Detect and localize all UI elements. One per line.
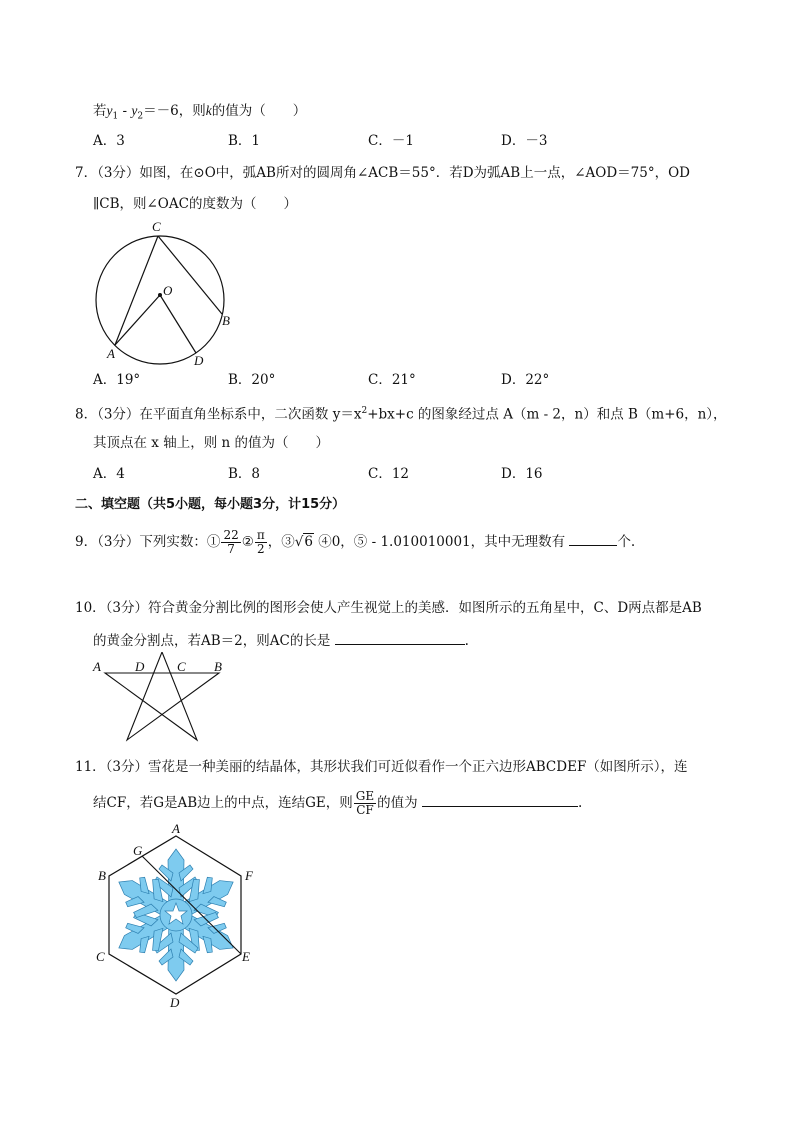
label-b: B xyxy=(214,659,222,674)
q6-option-b[interactable]: B．1 xyxy=(228,133,261,149)
label-b: B xyxy=(98,868,106,883)
q9-stem: 9．（3分）下列实数：① $\frac{22}{7}$ ② $\frac{\pi}{2}$ ，③√6 ④0，⑤ - 1.010010001，其中无理数有 个. xyxy=(75,528,636,556)
q11-stem-line2: 结CF，若G是AB边上的中点，连结GE，则 $\frac{GE}{CF}$ 的值为 . xyxy=(93,789,583,817)
q7-circle-figure xyxy=(85,215,245,370)
label-c: C xyxy=(96,949,105,964)
q6-option-c[interactable]: C．－1 xyxy=(368,133,414,149)
chord-ca xyxy=(115,236,158,345)
q7-option-a[interactable]: A．19° xyxy=(93,372,141,388)
q7-option-d[interactable]: D．22° xyxy=(501,372,550,388)
q6-stem: 若$y_1 - y_2=-6$，则k的值为（ ） xyxy=(93,103,307,122)
label-d: D xyxy=(194,353,204,368)
label-a: A xyxy=(93,659,101,674)
q6-option-a[interactable]: A．3 xyxy=(93,133,125,149)
q7-stem-line1: 7．（3分）如图，在⊙O中，弧AB所对的圆周角∠ACB＝55°．若D为弧AB上一点，∠AOD＝75°，OD xyxy=(75,165,690,181)
label-b: B xyxy=(222,313,230,328)
label-a: A xyxy=(107,346,115,361)
label-g: G xyxy=(133,843,143,858)
label-c: C xyxy=(152,219,161,234)
snowflake xyxy=(108,849,244,981)
label-d: D xyxy=(170,995,180,1010)
q9-answer-blank[interactable] xyxy=(569,531,617,546)
label-d: D xyxy=(135,659,145,674)
q7-option-b[interactable]: B．20° xyxy=(228,372,276,388)
label-f: F xyxy=(245,868,253,883)
sqrt-6: √6 xyxy=(294,534,313,550)
q10-star-figure xyxy=(88,652,238,744)
pentagram xyxy=(105,652,219,740)
q10-stem-line2: 的黄金分割点，若AB＝2，则AC的长是 . xyxy=(93,630,469,651)
q6-option-d[interactable]: D．－3 xyxy=(501,133,548,149)
q11-snowflake-figure xyxy=(90,822,260,1012)
q8-option-a[interactable]: A．4 xyxy=(93,466,125,482)
label-a: A xyxy=(172,822,180,836)
segment-oa xyxy=(115,295,160,345)
q8-option-b[interactable]: B．8 xyxy=(228,466,261,482)
q8-stem-line1: 8．（3分）在平面直角坐标系中，二次函数 $y=x^2+bx+c$ 的图象经过点 A（m - 2，n）和点 B（m+6，n）， xyxy=(75,406,727,423)
chord-cb xyxy=(158,236,222,314)
fraction-pi-2: $\frac{\pi}{2}$ xyxy=(256,528,265,556)
center-dot xyxy=(158,293,162,297)
q11-stem-line1: 11．（3分）雪花是一种美丽的结晶体，其形状我们可近似看作一个正六边形ABCDEF（如图所示），连 xyxy=(75,759,688,775)
label-e: E xyxy=(242,949,250,964)
segment-od xyxy=(160,295,196,353)
q7-stem-line2: ∥CB，则∠OAC的度数为（ ） xyxy=(93,196,297,212)
q8-stem-line2: 其顶点在 x 轴上，则 n 的值为（ ） xyxy=(93,435,329,451)
q11-answer-blank[interactable] xyxy=(422,792,578,807)
q8-option-d[interactable]: D．16 xyxy=(501,466,543,482)
fraction-ge-cf: $\frac{GE}{CF}$ xyxy=(355,789,375,817)
section-2-title: 二、填空题（共5小题，每小题3分，计15分） xyxy=(75,497,346,512)
label-c: C xyxy=(177,659,186,674)
fraction-22-7: $\frac{22}{7}$ xyxy=(223,528,239,556)
q8-option-c[interactable]: C．12 xyxy=(368,466,410,482)
q10-answer-blank[interactable] xyxy=(335,630,465,645)
q10-stem-line1: 10．（3分）符合黄金分割比例的图形会使人产生视觉上的美感．如图所示的五角星中，C、D两点都是AB xyxy=(75,600,702,616)
q7-option-c[interactable]: C．21° xyxy=(368,372,416,388)
label-o: O xyxy=(163,283,173,298)
